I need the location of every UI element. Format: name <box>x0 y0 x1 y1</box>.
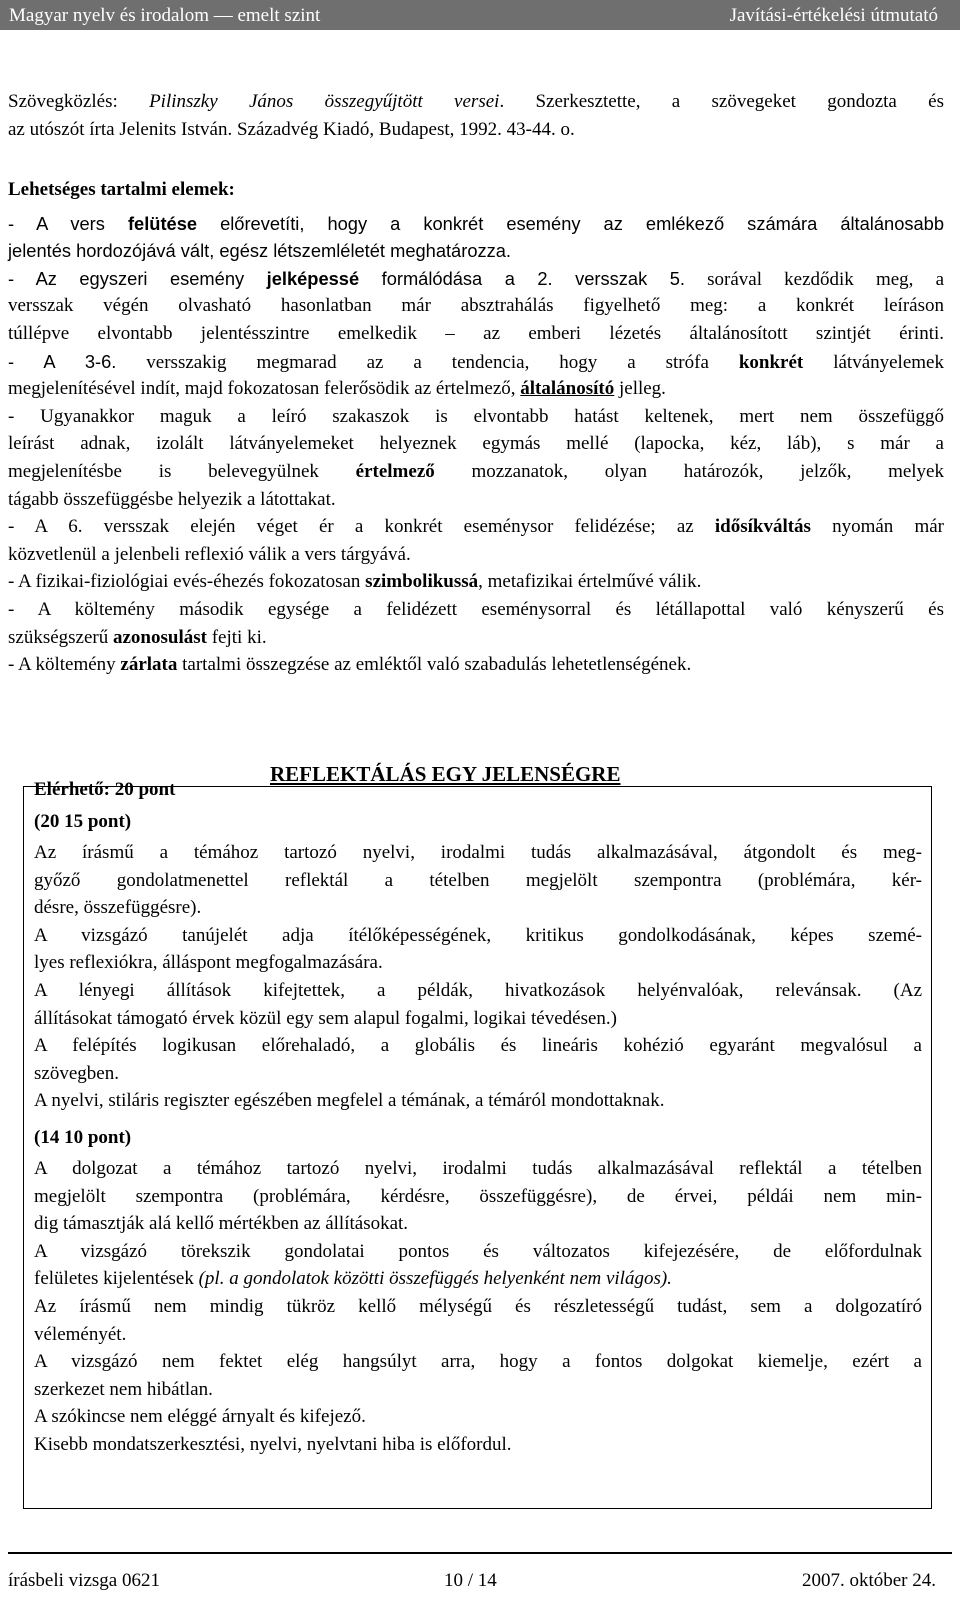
criteria-line: A felépítés logikusan előrehaladó, a globális és lineáris kohézió egyaránt megvalósul a <box>34 1035 922 1057</box>
content-line: - A költemény második egysége a felidézett eseménysorral és létállapottal való kényszerű és <box>8 598 944 620</box>
criteria-line: A vizsgázó törekszik gondolatai pontos és változatos kifejezésére, de előfordulnak <box>34 1240 922 1262</box>
header-doc-type: Javítási-értékelési útmutató <box>729 5 938 26</box>
content-line: jelentés hordozójává vált, egész létszemléletét meghatározza. <box>8 240 512 262</box>
content-line: megjelenítésbe is belevegyülnek értelmező mozzanatok, olyan határozók, jelzők, melyek <box>8 460 944 482</box>
band-heading: (20 15 pont) <box>34 811 132 832</box>
header-subject: Magyar nyelv és irodalom — emelt szint <box>9 5 321 26</box>
footer-page-number: 10 / 14 <box>444 1570 497 1591</box>
band-heading: (14 10 pont) <box>34 1126 132 1148</box>
section-title: REFLEKTÁLÁS EGY JELENSÉGRE <box>270 762 621 786</box>
criteria-line: megjelölt szempontra (problémára, kérdésre, összefüggésre), de érvei, példái nem min- <box>34 1185 922 1207</box>
criteria-line: szövegben. <box>34 1062 119 1084</box>
content-line: szükségszerű azonosulást fejti ki. <box>8 626 267 648</box>
criteria-line: Az írásmű nem mindig tükröz kellő mélységű és részletességű tudást, sem a dolgozatíró <box>34 1295 922 1317</box>
content-line: - A 3-6. versszakig megmarad az a tendencia, hogy a strófa konkrét látványelemek <box>8 350 944 373</box>
content-line: túllépve elvontabb jelentésszintre emelkedik – az emberi lézetés általánosított szintjét érinti. <box>8 322 944 344</box>
criteria-line: A lényegi állítások kifejtettek, a példák, hivatkozások helyénvalóak, relevánsak. (Az <box>34 979 922 1001</box>
footer-date: 2007. október 24. <box>801 1570 936 1591</box>
criteria-line: Kisebb mondatszerkesztési, nyelvi, nyelvtani hiba is előfordul. <box>34 1433 512 1455</box>
content-elements <box>8 176 944 679</box>
content-line: közvetlenül a jelenbeli reflexió válik a vers tárgyává. <box>8 543 411 565</box>
criteria-line: A vizsgázó nem fektet elég hangsúlyt arra, hogy a fontos dolgokat kiemelje, ezért a <box>34 1351 922 1373</box>
source-line-1: Szövegközlés: Pilinszky János összegyűjtött versei. Szerkesztette, a szövegeket gondozta és <box>8 91 944 112</box>
criteria-line: dig támasztják alá kellő mértékben az állításokat. <box>34 1213 409 1235</box>
content-line: tágabb összefüggésbe helyezik a látottakat. <box>8 488 336 510</box>
criteria-line: állításokat támogató érvek közül egy sem alapul fogalmi, logikai tévedésen.) <box>34 1007 618 1029</box>
source-line-2: az utószót írta Jelenits István. Századvég Kiadó, Budapest, 1992. 43-44. o. <box>8 118 575 140</box>
content-line: versszak végén olvasható hasonlatban már absztrahálás figyelhető meg: a konkrét leíráson <box>8 295 944 317</box>
content-line: - Ugyanakkor maguk a leíró szakaszok is elvontabb hatást keltenek, mert nem összefüggő <box>8 405 944 427</box>
criteria-line: szerkezet nem hibátlan. <box>34 1378 213 1400</box>
content-line: megjelenítésével indít, majd fokozatosan felerősödik az értelmező, általánosító jelleg. <box>8 378 666 400</box>
criteria-line: A vizsgázó tanújelét adja ítélőképességének, kritikus gondolkodásának, képes szemé- <box>34 924 922 946</box>
criteria-line: felületes kijelentések (pl. a gondolatok közötti összefüggés helyenként nem világos). <box>34 1268 672 1290</box>
criteria-line: A nyelvi, stiláris regiszter egészében megfelel a témának, a témáról mondottaknak. <box>34 1090 665 1112</box>
content-line: - Az egyszeri esemény jelképessé formálódása a 2. versszak 5. sorával kezdődik meg, a <box>8 267 945 290</box>
criteria-line: győző gondolatmenettel reflektál a tételben megjelölt szempontra (problémára, kér- <box>34 869 922 891</box>
scoring-box <box>23 779 932 1509</box>
criteria-line: véleményét. <box>34 1323 127 1345</box>
content-line: - A 6. versszak elején véget ér a konkrét eseménysor felidézése; az idősíkváltás nyomán már <box>8 516 944 538</box>
footer-exam-code: írásbeli vizsga 0621 <box>8 1570 160 1591</box>
criteria-line: Az írásmű a témához tartozó nyelvi, irodalmi tudás alkalmazásával, átgondolt és meg- <box>34 842 922 863</box>
source-citation <box>8 88 944 143</box>
content-heading: Lehetséges tartalmi elemek: <box>8 179 235 200</box>
content-line: - A költemény zárlata tartalmi összegzése az emléktől való szabadulás lehetetlenségének. <box>8 654 692 676</box>
criteria-line: désre, összefüggésre). <box>34 897 202 919</box>
criteria-line: A dolgozat a témához tartozó nyelvi, irodalmi tudás alkalmazásával reflektál a tételben <box>34 1157 922 1179</box>
criteria-line: A szókincse nem eléggé árnyalt és kifejező. <box>34 1406 366 1428</box>
criteria-line: lyes reflexiókra, álláspont megfogalmazására. <box>34 952 383 974</box>
footer-divider <box>8 1552 952 1554</box>
page-header <box>0 0 960 30</box>
available-points: Elérhető: 20 pont <box>34 779 176 800</box>
content-line: - A vers felütése előrevetíti, hogy a konkrét esemény az emlékező számára általánosabb <box>8 212 945 234</box>
content-line: leírást adnak, izolált látványelemeket helyeznek egymás mellé (lapocka, kéz, láb), s már a <box>8 433 944 455</box>
scoring-lines <box>34 775 922 1458</box>
content-line: - A fizikai-fiziológiai evés-éhezés fokozatosan szimbolikussá, metafizikai értelművé válik. <box>8 571 702 593</box>
